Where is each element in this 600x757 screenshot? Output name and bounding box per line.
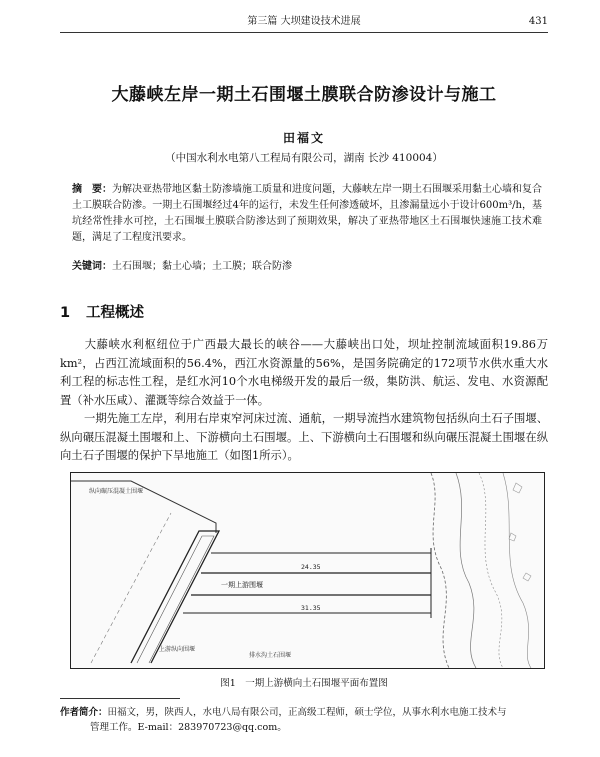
paper-title: 大藤峡左岸一期土石围堰土膜联合防渗设计与施工 — [111, 85, 497, 105]
author-footnote — [60, 705, 548, 735]
cofferdam-label: 一期上游围堰 — [221, 581, 263, 589]
page-number: 431 — [528, 16, 548, 27]
body-paragraph-2 — [60, 410, 548, 466]
abstract-text: 为解决亚热带地区黏土防渗墙施工质量和进度问题，大藤峡左岸一期土石围堰采用黏土心墙和复合土工膜联合防渗。一期土石围堰经过4年的运行，未发生任何渗透破坏，且渗漏量远小于设计600m³/h，基坑经常性排水可控，土石围堰土膜联合防渗达到了预期效果，解决了亚热带地区土石围堰快速施工技术难题，满足了工程度汛要求。 — [72, 184, 542, 243]
dimension-label-lower: 31.35 — [301, 604, 321, 612]
author-name: 田福文 — [282, 131, 325, 145]
running-header — [60, 14, 548, 33]
keywords-label: 关键词： — [72, 261, 112, 272]
footnote-label: 作者简介： — [60, 707, 108, 718]
figure-1-plan-drawing — [70, 472, 545, 669]
paragraph-2-text: 一期先施工左岸，利用右岸束窄河床过流、通航，一期导流挡水建筑物包括纵向土石子围堰、纵向碾压混凝土围堰和上、下游横向土石围堰。上、下游横向土石围堰和纵向碾压混凝土围堰在纵向土石子围堰的保护下旱地施工（如图1所示）。 — [60, 412, 548, 463]
section-number: 1 — [60, 305, 71, 321]
figure-caption: 图1 一期上游横向土石围堰平面布置图 — [220, 678, 388, 689]
body-paragraph-1 — [60, 336, 548, 410]
bottom-left-label: 上游纵向围堰 — [159, 646, 196, 653]
dimension-label-upper: 24.35 — [301, 563, 321, 571]
top-left-label: 纵向碾压混凝土围堰 — [89, 488, 144, 495]
abstract-label: 摘 要： — [72, 184, 112, 195]
keywords — [72, 259, 542, 275]
bottom-right-label: 排水沟土石围堰 — [249, 652, 292, 659]
keywords-text: 土石围堰；黏土心墙；土工膜；联合防渗 — [112, 261, 292, 272]
paragraph-1-text: 大藤峡水利枢纽位于广西最大最长的峡谷——大藤峡出口处，坝址控制流域面积19.86万km²，占西江流域面积的56.4%，西江水资源量的56%，是国务院确定的172项节水供水重大水利工程的标志性工程，是红水河10个水电梯级开发的最后一级，集防洪、航运、发电、水资源配置（补水压咸）、灌溉等综合效益于一体。 — [60, 338, 548, 407]
section-title: 工程概述 — [86, 305, 144, 321]
author-affiliation: （中国水利水电第八工程局有限公司，湖南 长沙 410004） — [165, 152, 443, 164]
plan-drawing-svg — [71, 473, 544, 668]
footnote-line-1: 田福文，男，陕西人，水电八局有限公司，正高级工程师，硕士学位，从事水利水电施工技术与 — [107, 707, 507, 718]
section-heading — [60, 301, 144, 322]
footnote-rule — [60, 698, 180, 699]
running-header-section: 第三篇 大坝建设技术进展 — [247, 16, 361, 27]
abstract — [72, 182, 542, 246]
footnote-line-2: 管理工作。E-mail：283970723@qq.com。 — [90, 722, 287, 733]
